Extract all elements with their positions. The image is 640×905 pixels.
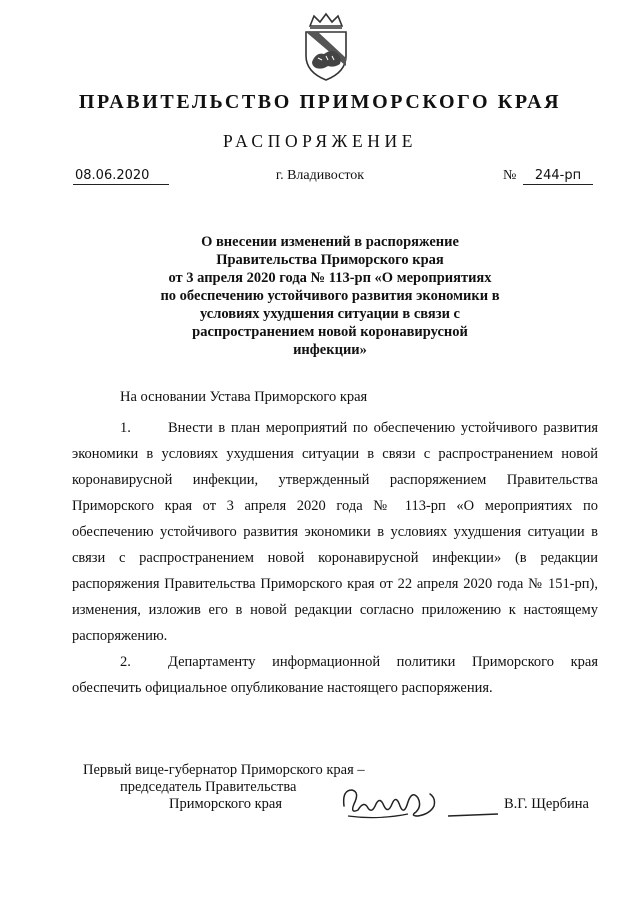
item-2-number: 2. xyxy=(120,654,131,670)
item-1-number: 1. xyxy=(120,420,131,436)
document-city: г. Владивосток xyxy=(275,168,365,183)
heading-line: Правительства Приморского края xyxy=(216,252,444,268)
document-number: 244-рп xyxy=(523,167,593,185)
item-2-paragraph xyxy=(72,649,598,701)
document-heading xyxy=(100,233,560,359)
item-1-paragraph xyxy=(72,415,598,649)
heading-line: О внесении изменений в распоряжение xyxy=(201,234,459,250)
number-label: № xyxy=(503,168,517,183)
basis-text: На основании Устава Приморского края xyxy=(120,389,368,405)
coat-of-arms-icon xyxy=(296,12,356,82)
heading-line: условиях ухудшения ситуации в связи с xyxy=(200,306,460,322)
document-kind: РАСПОРЯЖЕНИЕ xyxy=(222,131,418,151)
government-title: ПРАВИТЕЛЬСТВО ПРИМОРСКОГО КРАЯ xyxy=(78,91,562,113)
item-2-text: Департаменту информационной политики Приморского края обеспечить официальное опубликование настоящего распоряжения. xyxy=(72,654,598,696)
heading-line: инфекции» xyxy=(293,342,367,358)
heading-line: распространением новой коронавирусной xyxy=(192,324,468,340)
heading-line: по обеспечению устойчивого развития экономики в xyxy=(160,288,500,304)
document-date: 08.06.2020 xyxy=(73,167,169,185)
signer-name: В.Г. Щербина xyxy=(504,796,589,812)
item-1-text: Внести в план мероприятий по обеспечению устойчивого развития экономики в условиях ухудшения ситуации в связи с распространением новой коронавирусной инфекции, утвержденный распоряжением Правительства Приморского края от 3 апреля 2020 года № 113-рп «О мероприятиях по обеспечению устойчивого развития экономики в условиях ухудшения ситуации в связи с распространением новой коронавирусной инфекции» (в редакции распоряжения Правительства Приморского края от 22 апреля 2020 года № 151-рп), изменения, изложив его в новой редакции согласно приложению к настоящему распоряжению. xyxy=(72,420,598,644)
heading-line: от 3 апреля 2020 года № 113-рп «О мероприятиях xyxy=(168,270,492,286)
signer-position-line-2: председатель Правительства xyxy=(120,779,297,795)
signer-position-line-1: Первый вице-губернатор Приморского края – xyxy=(83,762,365,778)
handwritten-signature-icon xyxy=(338,776,498,826)
signer-position-line-3: Приморского края xyxy=(169,796,283,812)
